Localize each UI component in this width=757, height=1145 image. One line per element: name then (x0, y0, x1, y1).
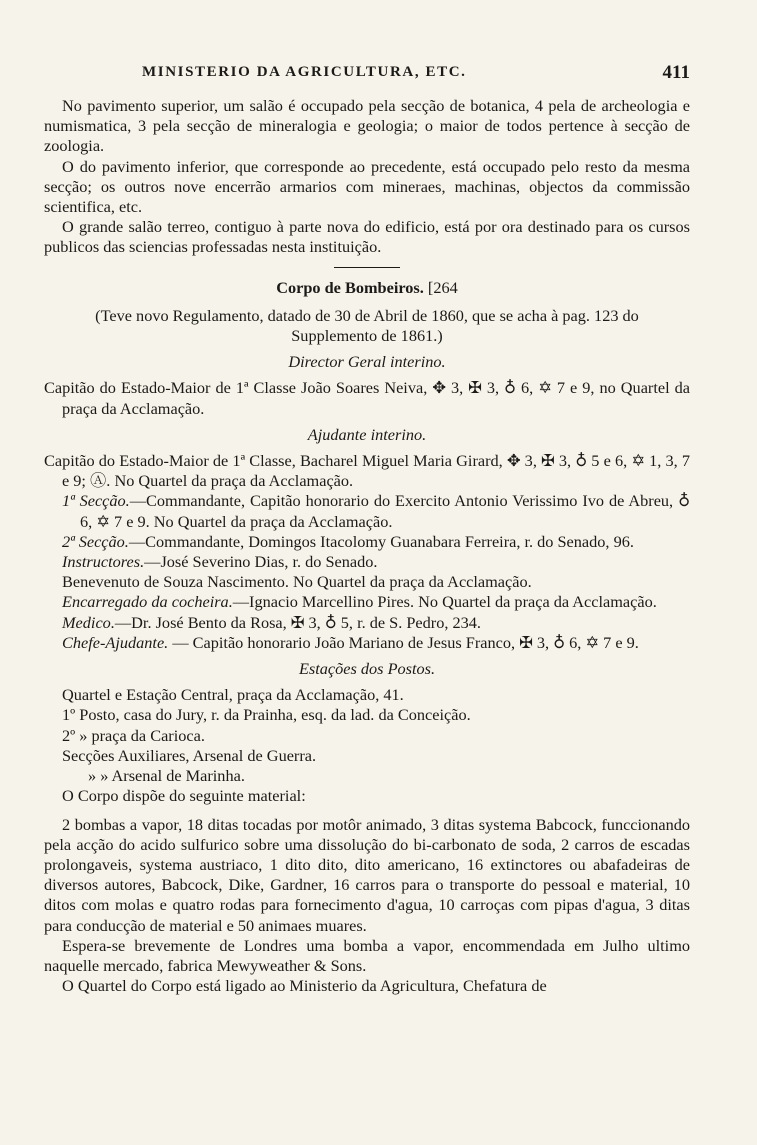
director-entry: Capitão do Estado-Maior de 1ª Classe João Soares Neiva, ✥ 3, ✠ 3, ♁ 6, ✡ 7 e 9, no Quartel da praça da Acclamação. (44, 378, 690, 418)
estacao-line-5: » » Arsenal de Marinha. (88, 766, 245, 786)
staff-instructor-2: Benevenuto de Souza Nascimento. No Quartel da praça da Acclamação. (62, 572, 532, 592)
staff-instructores (44, 552, 690, 572)
estacao-line-1: Quartel e Estação Central, praça da Acclamação, 41. (62, 685, 404, 705)
estacao-line-4: Secções Auxiliares, Arsenal de Guerra. (62, 745, 317, 765)
staff-medico (44, 613, 690, 633)
staff-chefe (44, 633, 690, 653)
staff-medico-text: —Dr. José Bento da Rosa, ✠ 3, ♁ 5, r. de S. Pedro, 234. (114, 612, 481, 632)
museum-paragraph-3: O grande salão terreo, contiguo à parte nova do edificio, está por ora destinado para os cursos publicos das sciencias professadas nesta instituição. (44, 217, 690, 257)
museum-paragraph-2: O do pavimento inferior, que corresponde ao precedente, está occupado pelo resto da mesma secção; os outros nove encerrão armarios com mineraes, machinas, objectos da commissão scientifica, etc. (44, 156, 690, 217)
staff-secao-2 (44, 532, 690, 552)
staff-secao-1 (44, 491, 690, 531)
estacoes-heading: Estações dos Postos. (298, 659, 436, 679)
staff-medico-label: Medico. (62, 612, 115, 632)
material-paragraph-3: O Quartel do Corpo está ligado ao Ministerio da Agricultura, Chefatura de (62, 976, 547, 996)
material-paragraph-1: 2 bombas a vapor, 18 ditas tocadas por motôr animado, 3 ditas systema Babcock, funccionando pela acção do acido sulfurico sobre uma dissolução do bi-carbonato de soda, 2 carros de escadas prolongaveis, systema austriaco, 1 dito dito, dito americano, 16 extinctores ou abafadeiras de diversos autores, Babcock, Dike, Gardner, 16 carros para o transporte do pessoal e material, 10 ditos com molas e quatro rodas para fornecimento d'agua, 10 carroças com pipas d'agua, 3 ditas para conducção de material e 50 animaes muares. (44, 814, 690, 935)
ajudante-heading: Ajudante interino. (307, 424, 427, 444)
page-header (60, 62, 690, 86)
staff-instructores-text: —José Severino Dias, r. do Senado. (144, 552, 378, 572)
regulation-note: (Teve novo Regulamento, datado de 30 de Abril de 1860, que se acha à pag. 123 do Supplemento de 1861.) (95, 305, 639, 346)
page-body (44, 96, 690, 996)
staff-secao-1-text: —Commandante, Capitão honorario do Exercito Antonio Verissimo Ivo de Abreu, ♁ 6, ✡ 7 e 9. No Quartel da praça da Acclamação. (80, 491, 690, 531)
estacao-line-2: 1º Posto, casa do Jury, r. da Prainha, esq. da lad. da Conceição. (62, 705, 471, 725)
staff-chefe-label: Chefe-Ajudante. (62, 632, 169, 652)
staff-chefe-text: — Capitão honorario João Mariano de Jesus Franco, ✠ 3, ♁ 6, ✡ 7 e 9. (168, 632, 639, 652)
staff-cocheira (44, 592, 690, 612)
section-reference: [264 (427, 277, 458, 297)
material-paragraph-2: Espera-se brevemente de Londres uma bomba a vapor, encommendada em Julho ultimo naquelle mercado, fabrica Mewyweather & Sons. (44, 935, 690, 975)
staff-secao-1-label: 1ª Secção. (62, 491, 130, 511)
page-number: 411 (662, 62, 690, 83)
section-title: Corpo de Bombeiros. (276, 277, 424, 297)
director-heading: Director Geral interino. (288, 352, 446, 372)
estacao-line-6: O Corpo dispõe do seguinte material: (62, 786, 306, 806)
ajudante-entry: Capitão do Estado-Maior de 1ª Classe, Bacharel Miguel Maria Girard, ✥ 3, ✠ 3, ♁ 5 e 6, ✡ 1, 3, 7 e 9; Ⓐ. No Quartel da praça da Acclamação. (44, 451, 690, 491)
section-title-line (44, 278, 690, 298)
staff-secao-2-text: —Commandante, Domingos Itacolomy Guanabara Ferreira, r. do Senado, 96. (128, 531, 634, 551)
staff-secao-2-label: 2ª Secção. (62, 531, 129, 551)
running-title: MINISTERIO DA AGRICULTURA, ETC. (142, 64, 467, 80)
staff-cocheira-text: —Ignacio Marcellino Pires. No Quartel da praça da Acclamação. (232, 592, 657, 612)
estacao-line-3: 2º » praça da Carioca. (62, 725, 205, 745)
spacer (44, 807, 690, 815)
staff-cocheira-label: Encarregado da cocheira. (62, 592, 233, 612)
section-divider (334, 267, 400, 268)
museum-paragraph-1: No pavimento superior, um salão é occupado pela secção de botanica, 4 pela de archeologia e numismatica, 3 pela secção de mineralogia e geologia; o maior de todos pertence à secção de zoologia. (44, 96, 690, 156)
staff-instructores-label: Instructores. (62, 552, 145, 572)
